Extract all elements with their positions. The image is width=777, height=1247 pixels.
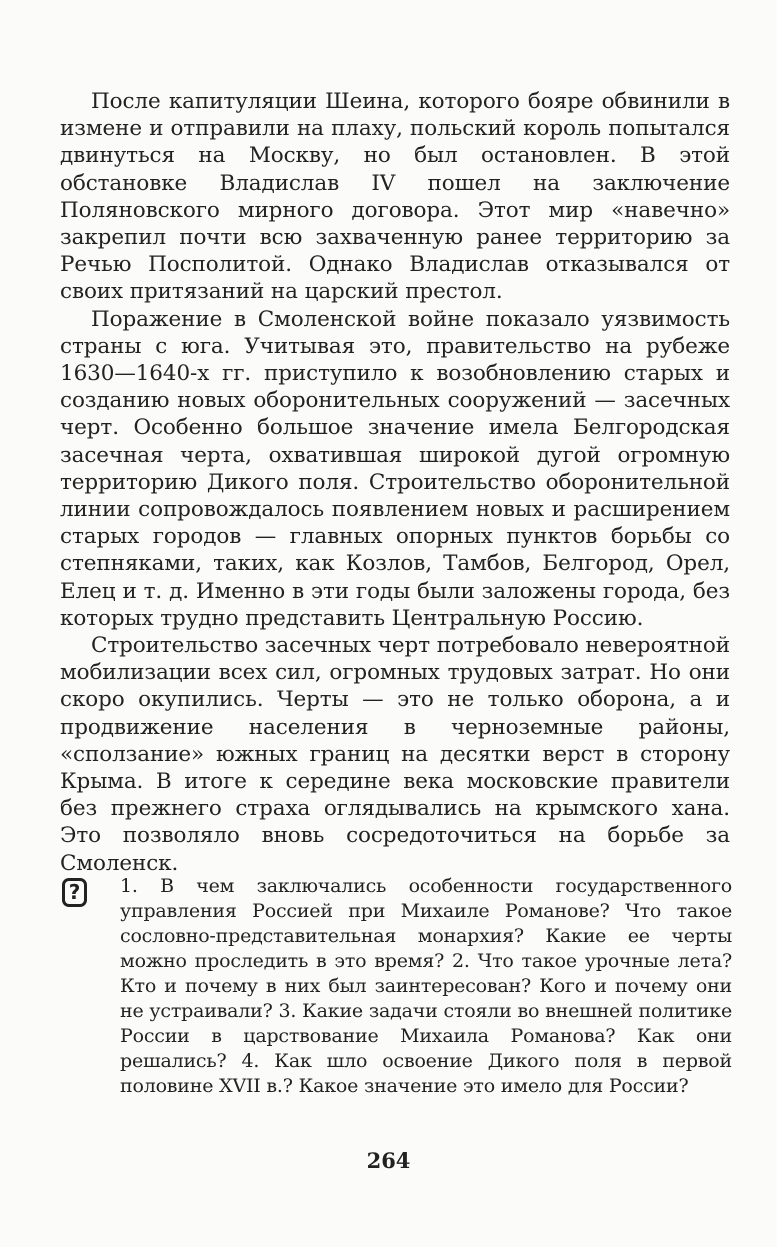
main-text	[60, 88, 730, 877]
paragraph-3: Строительство засечных черт потребовало невероятной мобилизации всех сил, огромных трудовых затрат. Но они скоро окупились. Черты — это не только оборона, а и продвижение населения в черноземные районы, «сползание» южных границ на десятки верст в сторону Крыма. В итоге к середине века московские правители без прежнего страха оглядывались на крымского хана. Это позволяло вновь сосредоточиться на борьбе за Смоленск.	[60, 633, 730, 876]
paragraph-1: После капитуляции Шеина, которого бояре обвинили в измене и отправили на плаху, польский король попытался двинуться на Москву, но был остановлен. В этой обстановке Владислав IV пошел на заключение Поляновского мирного договора. Этот мир «навечно» закрепил почти всю захваченную ранее территорию за Речью Посполитой. Однако Владислав отказывался от своих притязаний на царский престол.	[60, 89, 730, 305]
paragraph-2: Поражение в Смоленской войне показало уязвимость страны с юга. Учитывая это, правительство на рубеже 1630—1640-х гг. приступило к возобновлению старых и созданию новых оборонительных сооружений — засечных черт. Особенно большое значение имела Белгородская засечная черта, охватившая широкой дугой огромную территорию Дикого поля. Строительство оборонительной линии сопровождалось появлением новых и расширением старых городов — главных опорных пунктов борьбы со степняками, таких, как Козлов, Тамбов, Белгород, Орел, Елец и т. д. Именно в эти годы были заложены города, без которых трудно представить Центральную Россию.	[60, 306, 730, 631]
question-mark-icon: ?	[62, 878, 87, 907]
page-number: 264	[366, 1148, 411, 1173]
review-questions	[60, 874, 730, 1134]
questions-text: 1. В чем заключались особенности государственного управления Россией при Михаиле Романове? Что такое сословно-представительная монархия? Какие ее черты можно проследить в это время? 2. Что такое урочные лета? Кто и почему в них был заинтересован? Кого и почему они не устраивали? 3. Какие задачи стояли во внешней политике России в царствование Михаила Романова? Как они решались? 4. Как шло освоение Дикого поля в первой половине XVII в.? Какое значение это имело для России?	[120, 875, 732, 1097]
